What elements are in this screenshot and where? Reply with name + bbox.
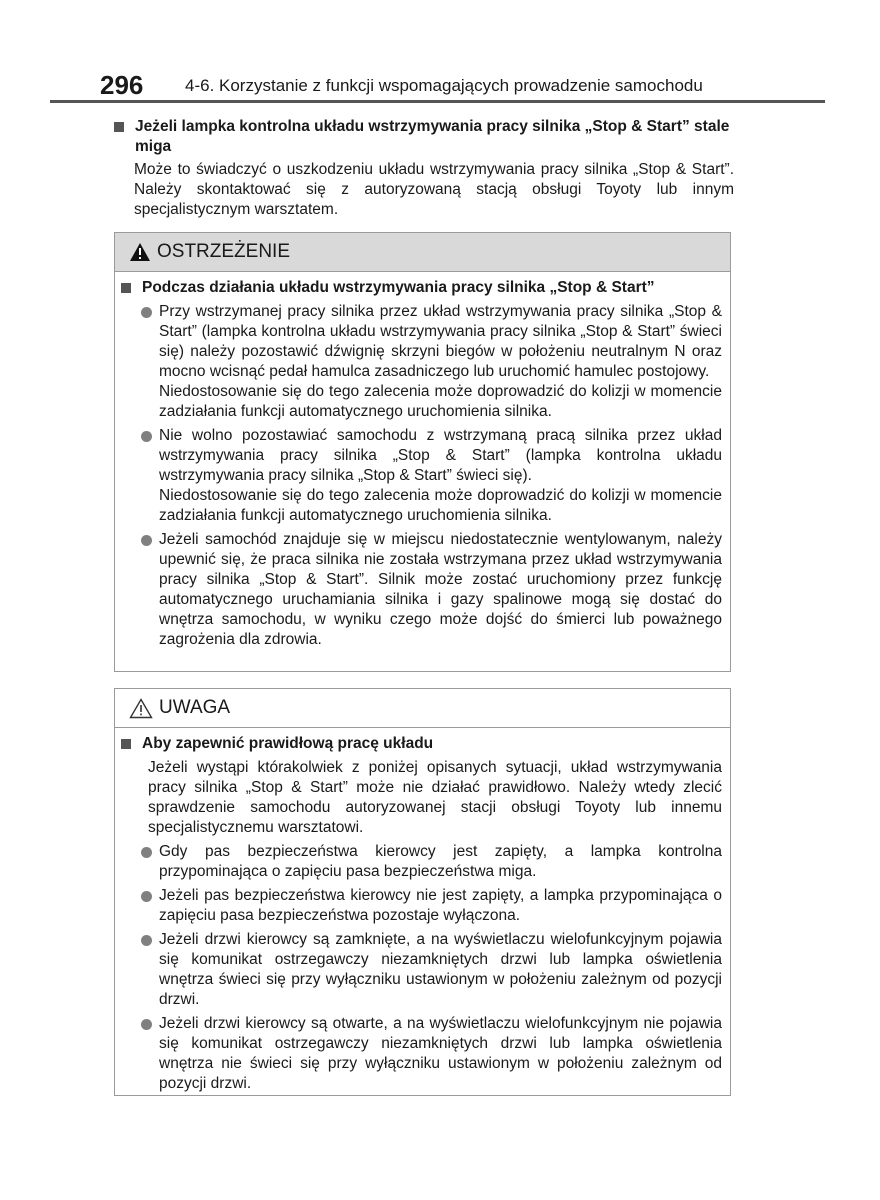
round-bullet-icon (141, 535, 152, 546)
square-bullet-icon (121, 739, 131, 749)
round-bullet-icon (141, 431, 152, 442)
caution-bullet (141, 1014, 722, 1094)
warning-bullet (141, 530, 722, 650)
square-bullet-icon (114, 122, 124, 132)
warning-heading-text: Podczas działania układu wstrzymywania pracy silnika „Stop & Start” (142, 279, 655, 296)
caution-bullet (141, 930, 722, 1010)
warning-bullet (141, 426, 722, 526)
page-number: 296 (100, 70, 144, 100)
chapter-title: 4-6. Korzystanie z funkcji wspomagających prowadzenie samochodu (185, 76, 703, 95)
section-heading (114, 117, 734, 157)
round-bullet-icon (141, 847, 152, 858)
round-bullet-icon (141, 307, 152, 318)
round-bullet-icon (141, 1019, 152, 1030)
caution-box-header (115, 689, 730, 728)
section-stop-start-blinking (114, 117, 734, 220)
warning-bullet-note: Niedostosowanie się do tego zalecenia może doprowadzić do kolizji w momencie zadziałania funkcji automatycznego uruchomienia silnika. (159, 487, 722, 524)
warning-heading (121, 278, 722, 298)
page-header (100, 70, 825, 104)
caution-heading-text: Aby zapewnić prawidłową pracę układu (142, 735, 434, 752)
caution-bullet-text: Gdy pas bezpieczeństwa kierowcy jest zapięty, a lampka kontrolna przypominająca o zapięciu pasa bezpieczeństwa miga. (159, 843, 722, 880)
round-bullet-icon (141, 891, 152, 902)
caution-content (115, 728, 730, 1094)
section-heading-text: Jeżeli lampka kontrolna układu wstrzymywania pracy silnika „Stop & Start” stale miga (135, 118, 730, 155)
caution-bullet (141, 842, 722, 882)
caution-bullet-text: Jeżeli drzwi kierowcy są zamknięte, a na wyświetlaczu wielofunkcyjnym pojawia się komunikat ostrzegawczy niezamkniętych drzwi lub lampka oświetlenia wnętrza świeci się przy wyłączniku ustawionym w położeniu zależnym od pozycji drzwi. (159, 931, 722, 1008)
warning-bullet-note: Niedostosowanie się do tego zalecenia może doprowadzić do kolizji w momencie zadziałania funkcji automatycznego uruchomienia silnika. (159, 383, 722, 420)
caution-bullet-text: Jeżeli pas bezpieczeństwa kierowcy nie jest zapięty, a lampka przypominająca o zapięciu pasa bezpieczeństwa pozostaje wyłączona. (159, 887, 722, 924)
warning-bullet-text: Przy wstrzymanej pracy silnika przez układ wstrzymywania pracy silnika „Stop & Start” (lampka kontrolna układu wstrzymywania pracy silnika „Stop & Start” świeci się) należy pozostawić dźwignię skrzyni biegów w położeniu neutralnym N oraz mocno wcisnąć pedał hamulca zasadniczego lub uruchomić hamulec postojowy. (159, 303, 722, 380)
round-bullet-icon (141, 935, 152, 946)
warning-bullet-text: Nie wolno pozostawiać samochodu z wstrzymaną pracą silnika przez układ wstrzymywania pracy silnika „Stop & Start” (lampka kontrolna układu wstrzymywania pracy silnika „Stop & Start” świeci się). (159, 427, 722, 484)
caution-bullet (141, 886, 722, 926)
warning-triangle-icon (129, 242, 151, 262)
warning-bullet-text: Jeżeli samochód znajduje się w miejscu niedostatecznie wentylowanym, należy upewnić się, że praca silnika nie została wstrzymana przez układ wstrzymywania pracy silnika „Stop & Start”. Silnik może zostać uruchomiony przez funkcję automatycznego uruchamiania silnika i gazy spalinowe mogą się dostać do wnętrza samochodu, w wyniku czego może dojść do śmierci lub poważnego zagrożenia dla zdrowia. (159, 531, 722, 648)
warning-title: OSTRZEŻENIE (157, 241, 291, 262)
caution-heading (121, 734, 722, 754)
caution-triangle-icon (129, 698, 153, 719)
caution-intro: Jeżeli wystąpi którakolwiek z poniżej opisanych sytuacji, układ wstrzymywania pracy silnika „Stop & Start” może nie działać prawidłowo. Należy wtedy zlecić sprawdzenie samochodu autoryzowanej stacji obsługi Toyoty lub innemu specjalistycznemu warsztatowi. (148, 759, 722, 836)
section-body: Może to świadczyć o uszkodzeniu układu wstrzymywania pracy silnika „Stop & Start”. Należy skontaktować się z autoryzowaną stacją obsługi Toyoty lub innym specjalistycznym warsztatem. (134, 161, 734, 218)
square-bullet-icon (121, 283, 131, 293)
warning-box-header (115, 233, 730, 272)
header-divider (50, 100, 825, 103)
caution-bullet-text: Jeżeli drzwi kierowcy są otwarte, a na wyświetlaczu wielofunkcyjnym nie pojawia się komunikat ostrzegawczy niezamkniętych drzwi lub lampka oświetlenia wnętrza nie świeci się przy wyłączniku ustawionym w położeniu zależnym od pozycji drzwi. (159, 1015, 722, 1092)
warning-box (114, 232, 731, 672)
caution-box (114, 688, 731, 1096)
warning-bullet (141, 302, 722, 422)
warning-content (115, 272, 730, 650)
caution-title: UWAGA (159, 697, 231, 718)
